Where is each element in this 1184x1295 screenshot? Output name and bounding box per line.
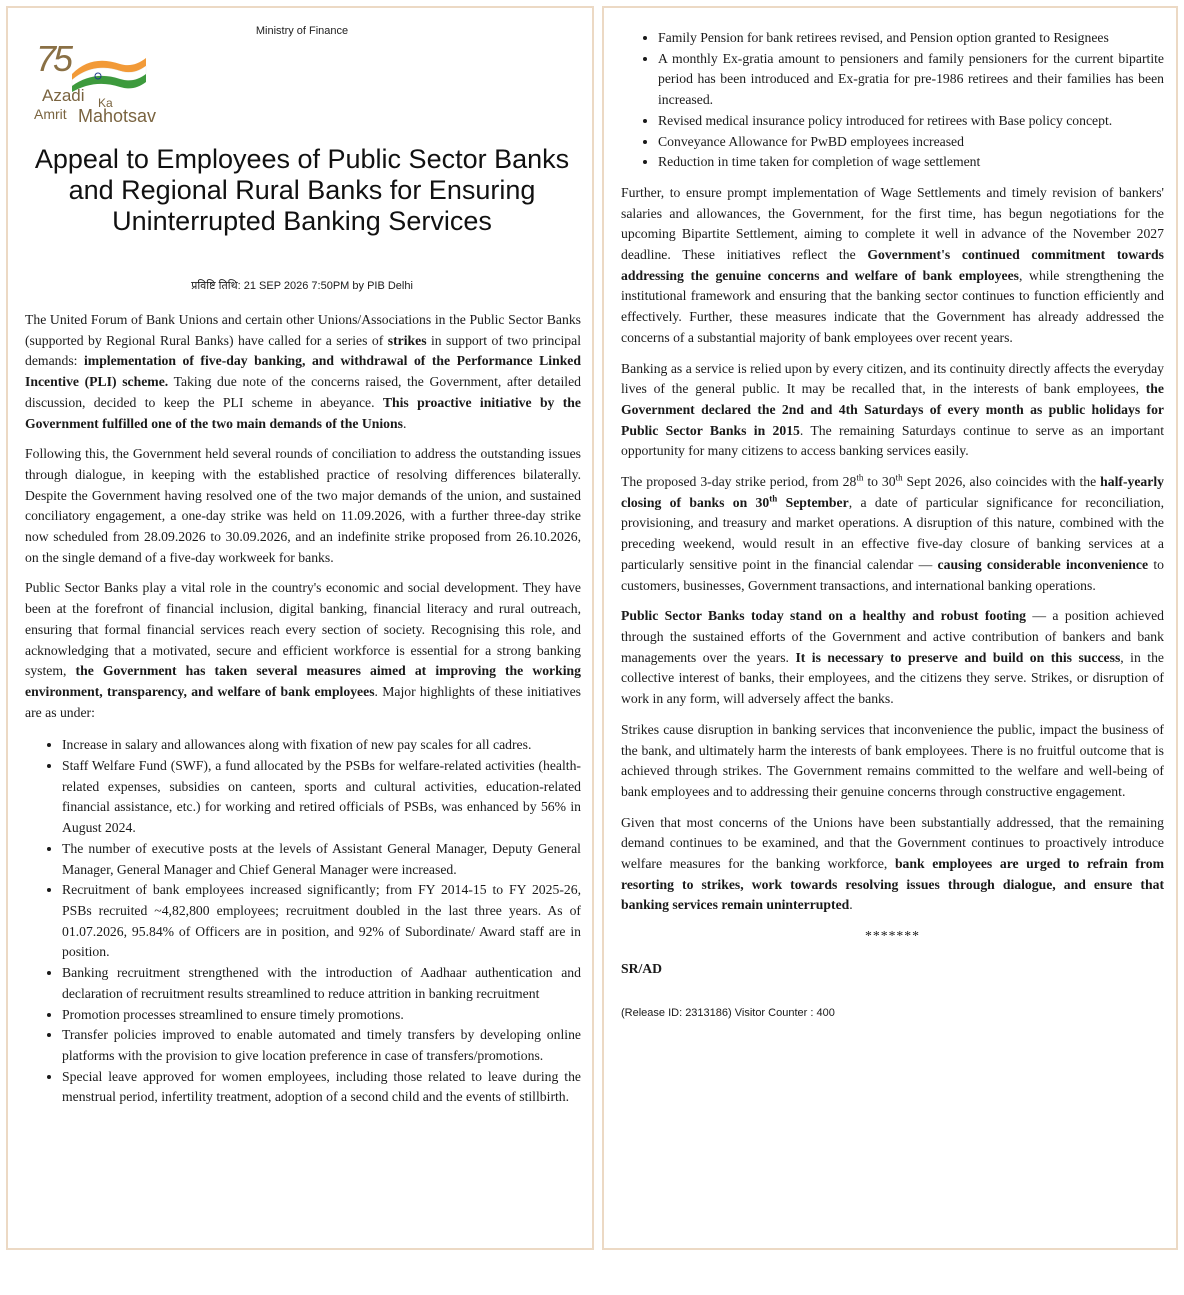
list-item: • Staff Welfare Fund (SWF), a fund allocated by the PSBs for welfare-related activities (health-related expenses, subsidies on canteen, sports and cultural activities, education-related financial assistance, etc.) for working and retired officials of PSBs, was enhanced by 56% in August 2024. <box>62 756 581 839</box>
left-page-panel <box>6 6 594 1250</box>
list-item: • The number of executive posts at the levels of Assistant General Manager, Deputy General Manager, General Manager and Chief General Manager were increased. <box>62 839 581 880</box>
logo-mahotsav: Mahotsav <box>78 106 157 126</box>
logo-number: 75 <box>36 38 71 79</box>
list-item: • Special leave approved for women employees, including those related to leave during the menstrual period, infertility treatment, adoption of a second child and the events of stillbirth. <box>62 1067 581 1108</box>
wage-settlement-paragraph: Further, to ensure prompt implementation of Wage Settlements and timely revision of bankers' salaries and allowances, the Government, for the first time, has begun negotiations for the upcoming Bipartite Settlement, aiming to complete it well in advance of the November 2027 deadline. These initiatives reflect the Government's continued commitment towards addressing the genuine concerns and welfare of bank employees, while strengthening the institutional framework and ensuring that the banking sector continues to function efficiently and effectively. Further, these measures indicate that the Government has already addressed the concerns of a substantial majority of bank employees over recent years. <box>621 184 1165 345</box>
posted-date: प्रविष्टि तिथि: 21 SEP 2026 7:50PM by PIB Delhi <box>191 280 413 292</box>
right-page-panel <box>602 6 1178 1250</box>
signature-initials: SR/AD <box>621 960 663 976</box>
list-item: • Transfer policies improved to enable automated and timely transfers by developing online platforms with the provision to give location preference in case of transfers/promotions. <box>62 1025 581 1066</box>
role-paragraph: Public Sector Banks play a vital role in the country's economic and social development. They have been at the forefront of financial inclusion, digital banking, financial literacy and rural outreach, ensuring that formal financial services reach every section of society. Recognising this role, and acknowledging that a motivated, secure and efficient workforce is essential for a strong banking system, the Government has taken several measures aimed at improving the working environment, transparency, and welfare of bank employees. Major highlights of these initiatives are as under: <box>25 580 581 720</box>
strikes-impact-paragraph: Strikes cause disruption in banking services that inconvenience the public, impact the business of the bank, and ultimately harm the interests of bank employees. There is no fruitful outcome that is achieved through strikes. The Government remains committed to the welfare and well-being of bank employees and to addressing their genuine concerns through constructive engagement. <box>621 721 1164 799</box>
strike-period-paragraph: The proposed 3-day strike period, from 28th to 30th Sept 2026, also coincides with the half-yearly closing of banks on 30th September, a date of particular significance for reconciliation, provisioning, and treasury and market operations. A disruption of this nature, combined with the preceding weekend, would result in an effective five-day closure of banking services at a particularly sensitive point in the financial calendar — causing considerable inconvenience to customers, businesses, Government transactions, and international banking operations. <box>621 472 1164 593</box>
list-item: • Promotion processes streamlined to ensure timely promotions. <box>62 1005 581 1026</box>
initiatives-list-continued <box>621 28 1164 173</box>
logo-ka: Ka <box>98 96 113 110</box>
list-item: • Family Pension for bank retirees revised, and Pension option granted to Resignees <box>658 28 1164 49</box>
list-item: • Conveyance Allowance for PwBD employees increased <box>658 132 1164 153</box>
healthy-footing-paragraph: Public Sector Banks today stand on a healthy and robust footing — a position achieved through the sustained efforts of the Government and active contribution of bankers and bank managements over the years. It is necessary to preserve and build on this success, in the collective interest of banks, their employees, and the citizens they serve. Strikes, or disruption of work in any form, will adversely affect the banks. <box>621 608 1164 707</box>
separator-stars: ******* <box>865 928 920 944</box>
list-item: • Recruitment of bank employees increased significantly; from FY 2014-15 to FY 2025-26, PSBs recruited ~4,82,800 employees; recruitment doubled in the last three years. As of 01.07.2026, 95.84% of Officers are in position, and 92% of Subordinate/ Award staff are in position. <box>62 880 581 963</box>
list-item: • Increase in salary and allowances along with fixation of new pay scales for all cadres. <box>62 735 581 756</box>
list-item: • Banking recruitment strengthened with the introduction of Aadhaar authentication and declaration of recruitment results streamlined to reduce attrition in banking recruitment <box>62 963 581 1004</box>
right-body <box>621 28 1164 1021</box>
list-item: • Revised medical insurance policy introduced for retirees with Base policy concept. <box>658 111 1164 132</box>
list-item: • A monthly Ex-gratia amount to pensioners and family pensioners for the current bipartite period has been introduced and Ex-gratia for pre-1986 retirees and their families has been increased. <box>658 49 1164 111</box>
ministry-label: Ministry of Finance <box>255 25 349 37</box>
appeal-paragraph: Given that most concerns of the Unions have been substantially addressed, that the remaining demand continues to be examined, and that the Government continues to proactively introduce welfare measures for the banking workforce, bank employees are urged to refrain from resorting to strikes, work towards resolving issues through dialogue, and ensure that banking services remain uninterrupted. <box>621 814 1164 913</box>
logo-azadi: Azadi <box>42 86 85 105</box>
banking-service-paragraph: Banking as a service is relied upon by every citizen, and its continuity directly affects the everyday lives of the general public. It may be recalled that, in the interests of bank employees, the Government declared the 2nd and 4th Saturdays of every month as public holidays for Public Sector Banks in 2015. The remaining Saturdays continue to serve as an important opportunity for many citizens to access banking services easily. <box>621 360 1165 459</box>
azadi-ka-amrit-mahotsav-logo <box>32 38 182 132</box>
release-info: (Release ID: 2313186) Visitor Counter : 400 <box>621 1006 835 1019</box>
initiatives-list <box>25 735 581 1108</box>
logo-amrit: Amrit <box>34 106 67 122</box>
intro-paragraph: The United Forum of Bank Unions and certain other Unions/Associations in the Public Sector Banks (supported by Regional Rural Banks) have called for a series of strikes in support of two principal demands: implementation of five-day banking, and withdrawal of the Performance Linked Incentive (PLI) scheme. Taking due note of the concerns raised, the Government, after detailed discussion, decided to keep the PLI scheme in abeyance. This proactive initiative by the Government fulfilled one of the two main demands of the Unions. <box>25 312 582 431</box>
list-item: • Reduction in time taken for completion of wage settlement <box>658 152 1164 173</box>
left-body <box>25 310 581 1118</box>
conciliation-paragraph: Following this, the Government held several rounds of conciliation to address the outstanding issues through dialogue, in keeping with the established practice of resolving differences bilaterally. Despite the Government having resolved one of the two major demands of the union, and sustained conciliatory engagement, a one-day strike was held on 11.09.2026, with a further three-day strike now scheduled from 28.09.2026 to 30.09.2026, and an indefinite strike proposed from 26.10.2026, on the single demand of a five-day workweek for banks. <box>25 446 581 565</box>
page-title: Appeal to Employees of Public Sector Banks and Regional Rural Banks for Ensuring Uninterrupted Banking Services <box>34 144 570 236</box>
